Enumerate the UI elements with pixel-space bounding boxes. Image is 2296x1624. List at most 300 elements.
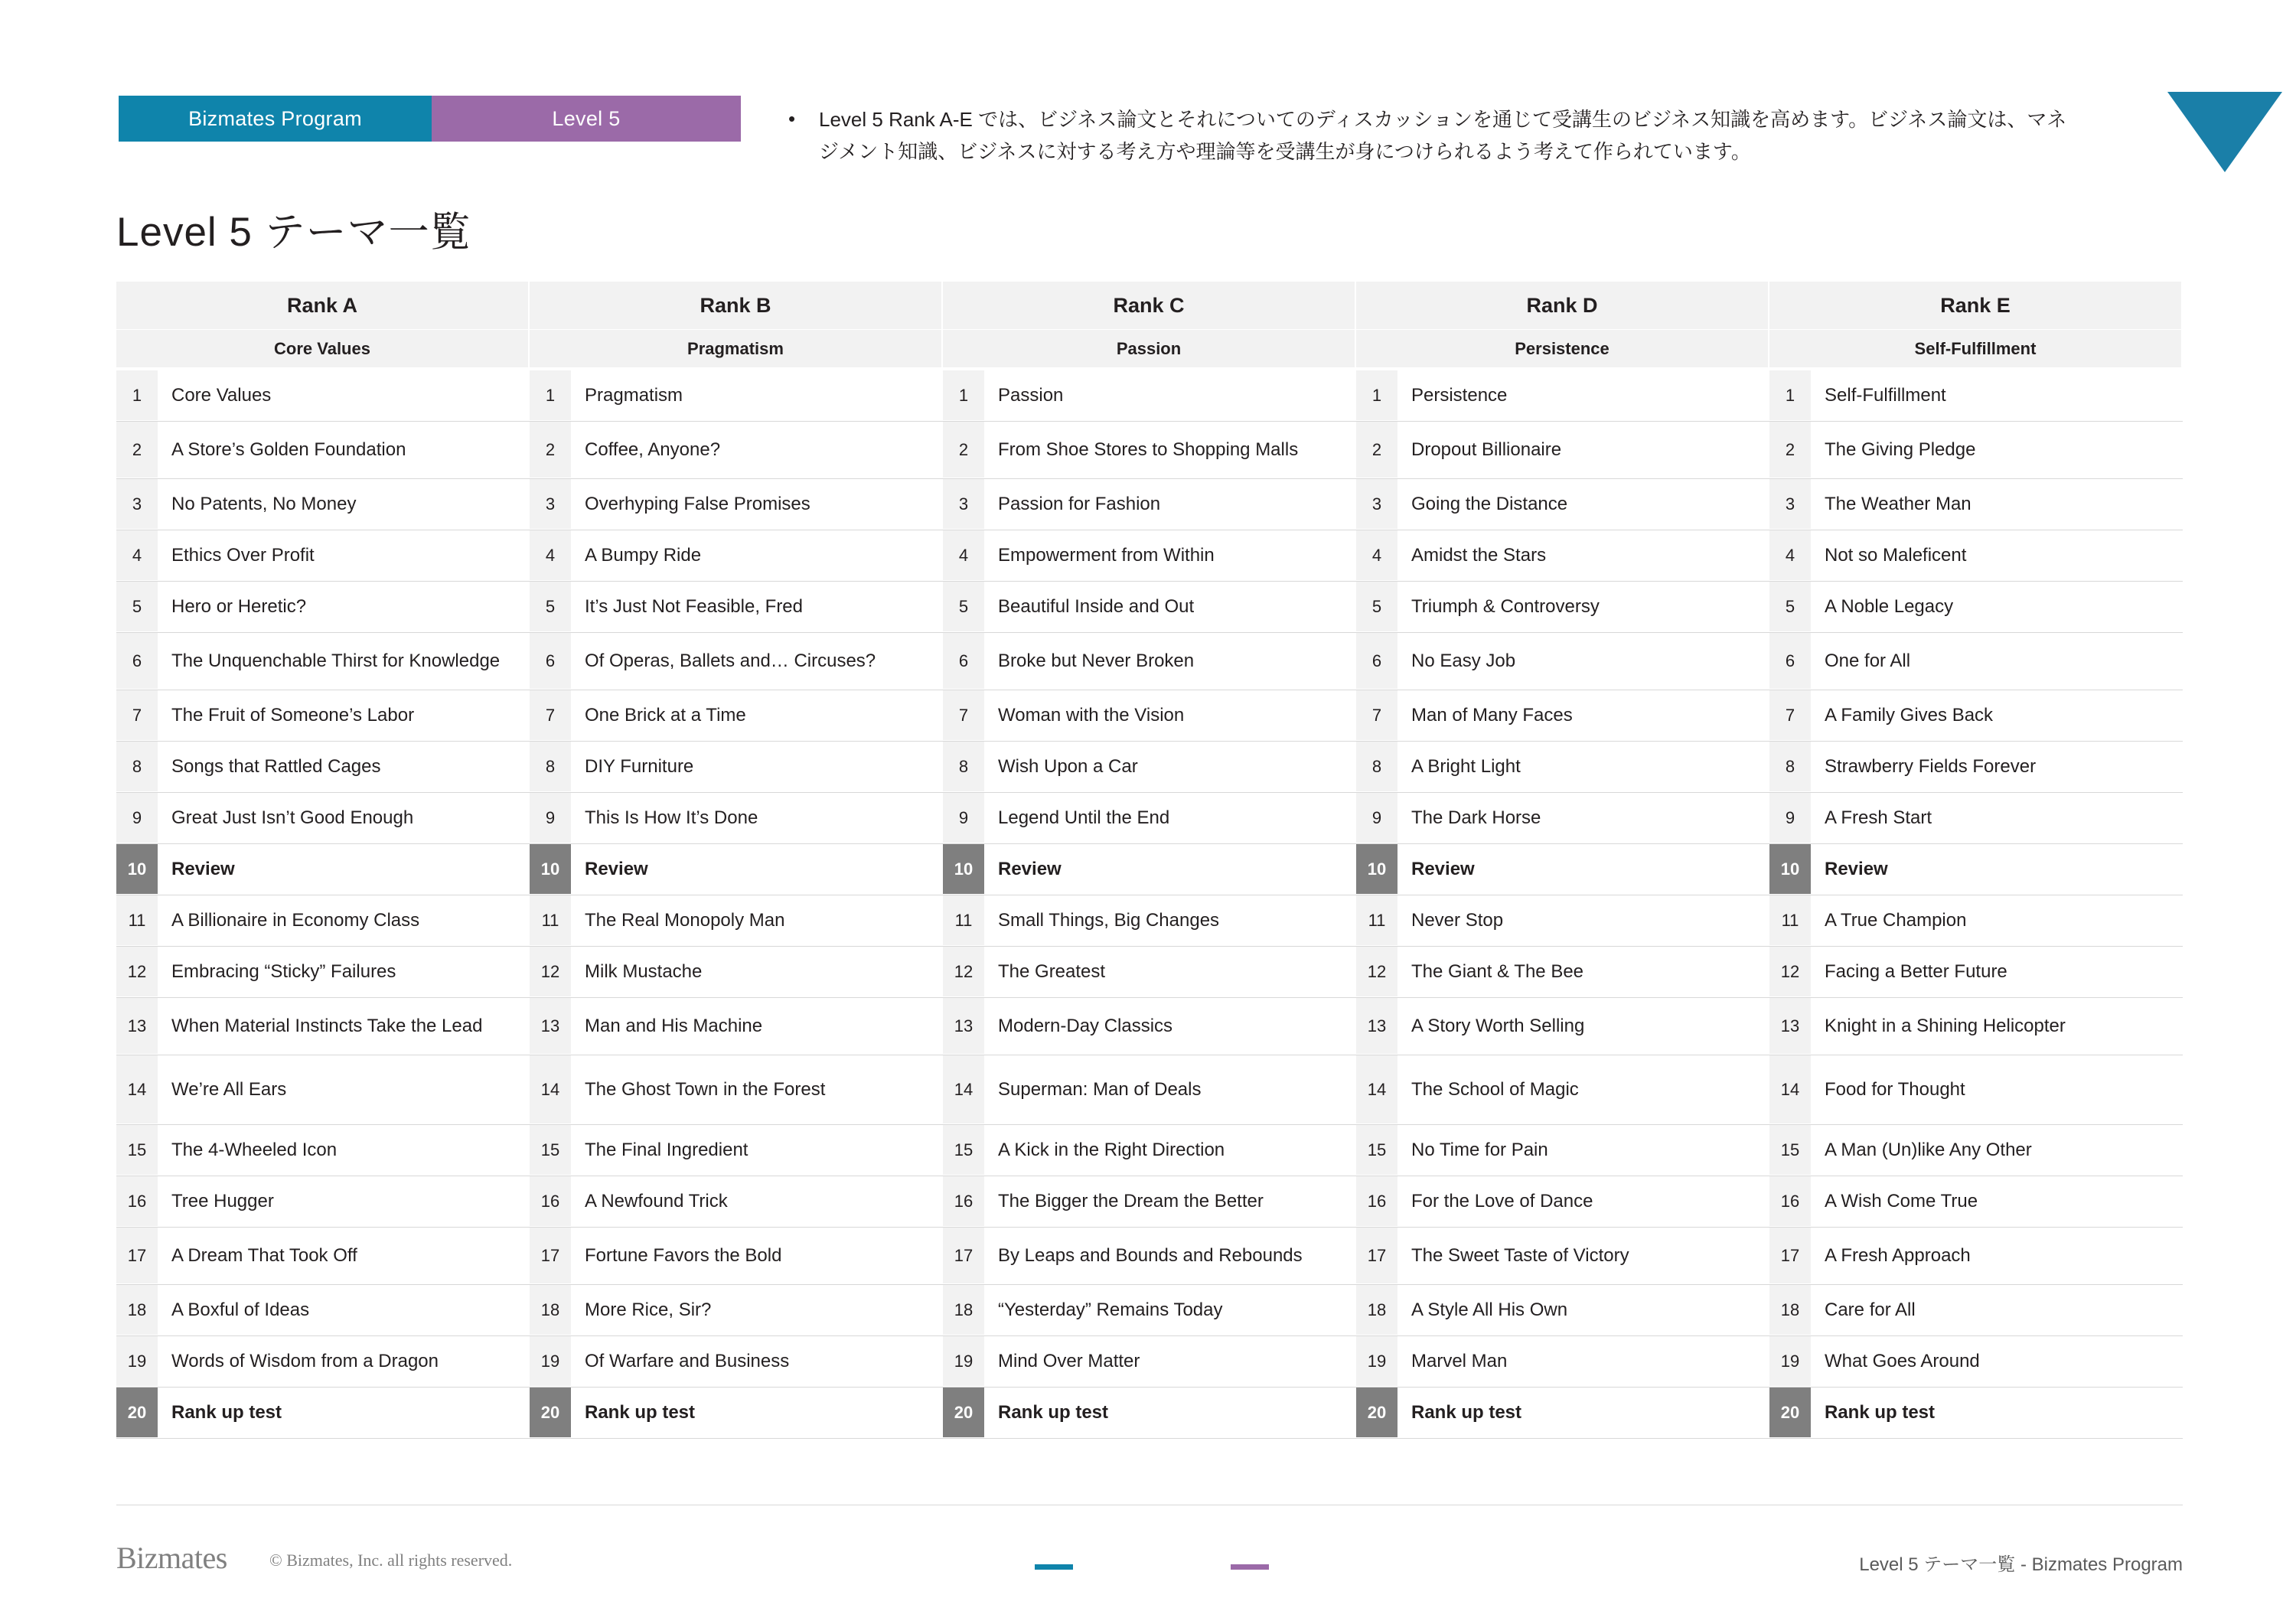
row-number: 2 [943,422,984,478]
row-number: 15 [943,1125,984,1176]
column-theme-rank-b: Pragmatism [530,329,943,367]
table-row[interactable] [943,947,1356,998]
table-row[interactable] [943,1285,1356,1336]
row-label: A Family Gives Back [1825,704,1994,726]
row-label: Hero or Heretic? [171,595,307,617]
row-number: 12 [1769,947,1811,997]
column-header-rank-a: Rank A [116,282,530,329]
row-label: Small Things, Big Changes [998,909,1220,931]
row-number: 1 [1356,370,1397,421]
row-number: 20 [943,1388,984,1438]
row-label: Passion for Fashion [998,493,1161,514]
table-row[interactable] [1769,1285,2183,1336]
table-row[interactable] [943,422,1356,479]
table-row[interactable] [1356,947,1769,998]
table-row[interactable] [1769,1336,2183,1388]
table-row[interactable] [116,633,530,690]
row-label: What Goes Around [1825,1350,1980,1371]
table-row[interactable] [530,895,943,947]
column-header-rank-e: Rank E [1769,282,2183,329]
column-header-rank-c: Rank C [943,282,1356,329]
row-number: 15 [1769,1125,1811,1176]
row-number: 10 [1769,844,1811,895]
table-row[interactable] [1356,1055,1769,1125]
row-number: 2 [530,422,571,478]
row-label: Wish Upon a Car [998,755,1138,777]
table-row[interactable] [1769,793,2183,844]
row-label: A Dream That Took Off [171,1244,357,1266]
row-label: The Bigger the Dream the Better [998,1190,1264,1211]
row-label: Rank up test [171,1401,282,1423]
row-label: A True Champion [1825,909,1967,931]
row-label: Rank up test [1825,1401,1936,1423]
row-label: Review [585,858,648,879]
row-number: 8 [943,742,984,792]
row-number: 8 [530,742,571,792]
table-row[interactable] [1356,370,1769,422]
column-rank-b [530,282,943,1439]
row-label: Care for All [1825,1299,1916,1320]
table-row[interactable] [530,479,943,530]
table-row[interactable] [116,479,530,530]
column-rank-c [943,282,1356,1439]
row-label: Of Operas, Ballets and… Circuses? [585,650,876,671]
row-label: The Greatest [998,960,1106,982]
table-row[interactable] [943,742,1356,793]
table-row[interactable] [943,1336,1356,1388]
table-row[interactable] [1356,582,1769,633]
table-row[interactable] [116,793,530,844]
table-row[interactable] [530,582,943,633]
table-row[interactable] [943,582,1356,633]
table-row[interactable] [943,1055,1356,1125]
bullet-icon: • [788,107,796,130]
table-row[interactable] [1356,1285,1769,1336]
row-label: The Dark Horse [1411,807,1541,828]
row-label: A Kick in the Right Direction [998,1139,1225,1160]
row-number: 6 [1769,633,1811,690]
table-row-rank-up-test[interactable] [116,1388,530,1439]
row-label: Rank up test [1411,1401,1522,1423]
row-number: 18 [943,1285,984,1335]
row-label: A Man (Un)like Any Other [1825,1139,2032,1160]
row-label: Broke but Never Broken [998,650,1195,671]
table-row[interactable] [1769,1125,2183,1176]
row-number: 10 [530,844,571,895]
table-row[interactable] [1769,895,2183,947]
row-number: 8 [116,742,158,792]
row-number: 6 [943,633,984,690]
row-label: Not so Maleficent [1825,544,1967,566]
row-number: 17 [116,1228,158,1284]
table-row[interactable] [530,1228,943,1285]
row-number: 14 [1356,1055,1397,1124]
corner-triangle-decoration [2167,0,2282,172]
row-number: 17 [943,1228,984,1284]
table-row[interactable] [1356,690,1769,742]
row-label: Superman: Man of Deals [998,1078,1202,1100]
table-row[interactable] [943,1125,1356,1176]
row-label: Ethics Over Profit [171,544,315,566]
header-tabs [119,96,741,142]
table-row[interactable] [1769,1055,2183,1125]
table-row-review[interactable] [943,844,1356,895]
table-row[interactable] [116,947,530,998]
row-label: The Real Monopoly Man [585,909,785,931]
row-label: A Wish Come True [1825,1190,1978,1211]
row-label: The Sweet Taste of Victory [1411,1244,1629,1266]
table-row[interactable] [1356,1228,1769,1285]
row-label: Amidst the Stars [1411,544,1547,566]
row-label: Fortune Favors the Bold [585,1244,782,1266]
table-row-rank-up-test[interactable] [1356,1388,1769,1439]
row-label: Review [1825,858,1888,879]
table-row[interactable] [530,742,943,793]
column-rank-a [116,282,530,1439]
table-row[interactable] [530,1125,943,1176]
table-row-rank-up-test[interactable] [943,1388,1356,1439]
row-label: Coffee, Anyone? [585,439,721,460]
row-label: A Newfound Trick [585,1190,728,1211]
row-number: 6 [530,633,571,690]
table-row[interactable] [1356,895,1769,947]
row-label: A Billionaire in Economy Class [171,909,420,931]
row-number: 9 [1356,793,1397,843]
table-row[interactable] [1769,947,2183,998]
table-row[interactable] [116,1176,530,1228]
row-label: One for All [1825,650,1911,671]
table-row[interactable] [1356,1125,1769,1176]
row-label: Core Values [171,384,272,406]
table-row[interactable] [116,895,530,947]
row-number: 3 [116,479,158,530]
table-row[interactable] [1769,742,2183,793]
table-row-rank-up-test[interactable] [1769,1388,2183,1439]
row-label: Embracing “Sticky” Failures [171,960,396,982]
row-label: Knight in a Shining Helicopter [1825,1015,2066,1036]
row-label: For the Love of Dance [1411,1190,1593,1211]
row-number: 7 [1356,690,1397,741]
table-row[interactable] [530,370,943,422]
row-label: When Material Instincts Take the Lead [171,1015,483,1036]
row-number: 7 [530,690,571,741]
row-label: Beautiful Inside and Out [998,595,1195,617]
table-row[interactable] [943,895,1356,947]
table-row[interactable] [530,422,943,479]
table-row[interactable] [530,947,943,998]
table-row[interactable] [116,1055,530,1125]
row-number: 18 [530,1285,571,1335]
row-number: 17 [1769,1228,1811,1284]
row-label: We’re All Ears [171,1078,287,1100]
row-label: By Leaps and Bounds and Rebounds [998,1244,1303,1266]
table-row[interactable] [1356,422,1769,479]
row-number: 20 [116,1388,158,1438]
column-theme-rank-e: Self-Fulfillment [1769,329,2183,367]
row-number: 16 [1769,1176,1811,1227]
row-label: The Unquenchable Thirst for Knowledge [171,650,501,671]
row-number: 7 [116,690,158,741]
table-row[interactable] [1769,582,2183,633]
row-label: Review [1411,858,1475,879]
table-row[interactable] [1356,1176,1769,1228]
row-label: The School of Magic [1411,1078,1579,1100]
row-label: Words of Wisdom from a Dragon [171,1350,439,1371]
row-number: 12 [1356,947,1397,997]
table-row[interactable] [530,633,943,690]
table-row[interactable] [530,1336,943,1388]
row-number: 5 [1769,582,1811,632]
row-number: 1 [1769,370,1811,421]
row-number: 11 [1356,895,1397,946]
table-row-rank-up-test[interactable] [530,1388,943,1439]
table-row[interactable] [1356,479,1769,530]
row-label: A Boxful of Ideas [171,1299,310,1320]
table-row[interactable] [943,1176,1356,1228]
table-row[interactable] [530,1285,943,1336]
row-number: 18 [1769,1285,1811,1335]
table-row-review[interactable] [1769,844,2183,895]
row-number: 4 [1769,530,1811,581]
row-label: A Noble Legacy [1825,595,1954,617]
table-row[interactable] [530,530,943,582]
row-label: A Fresh Approach [1825,1244,1971,1266]
row-label: Review [171,858,235,879]
table-row[interactable] [943,690,1356,742]
table-row[interactable] [1769,530,2183,582]
row-label: Of Warfare and Business [585,1350,790,1371]
row-number: 12 [530,947,571,997]
row-label: A Story Worth Selling [1411,1015,1585,1036]
row-number: 17 [530,1228,571,1284]
row-number: 20 [1769,1388,1811,1438]
row-number: 14 [116,1055,158,1124]
table-row[interactable] [116,1285,530,1336]
row-number: 3 [530,479,571,530]
table-row[interactable] [1769,422,2183,479]
row-label: Great Just Isn’t Good Enough [171,807,414,828]
table-row[interactable] [1769,479,2183,530]
row-number: 13 [1769,998,1811,1055]
row-number: 14 [943,1055,984,1124]
row-label: A Style All His Own [1411,1299,1568,1320]
row-number: 10 [943,844,984,895]
row-label: It’s Just Not Feasible, Fred [585,595,803,617]
row-label: Milk Mustache [585,960,703,982]
row-label: Self-Fulfillment [1825,384,1946,406]
row-number: 6 [116,633,158,690]
row-number: 15 [1356,1125,1397,1176]
row-number: 9 [1769,793,1811,843]
table-row[interactable] [530,690,943,742]
row-label: Modern-Day Classics [998,1015,1173,1036]
table-row[interactable] [116,1228,530,1285]
row-label: A Fresh Start [1825,807,1932,828]
row-number: 15 [530,1125,571,1176]
row-label: A Bumpy Ride [585,544,702,566]
row-number: 3 [943,479,984,530]
intro-text: Level 5 Rank A-E では、ビジネス論文とそれについてのディスカッションを通じて受講生のビジネス知識を高めます。ビジネス論文は、マネジメント知識、ビジネスに対する考え方や理論等を受講生が身につけられるよう考えて作られています。 [819,108,2067,164]
row-label: Going the Distance [1411,493,1568,514]
row-number: 14 [1769,1055,1811,1124]
row-label: Triumph & Controversy [1411,595,1600,617]
table-row[interactable] [1769,998,2183,1055]
table-row[interactable] [116,422,530,479]
footer-page-label: Level 5 テーマ一覧 - Bizmates Program [1859,1554,2183,1575]
row-number: 5 [943,582,984,632]
row-number: 20 [1356,1388,1397,1438]
row-label: Rank up test [585,1401,696,1423]
table-row[interactable] [1356,742,1769,793]
row-label: From Shoe Stores to Shopping Malls [998,439,1299,460]
row-label: The Fruit of Someone’s Labor [171,704,415,726]
row-number: 2 [116,422,158,478]
table-row-review[interactable] [530,844,943,895]
table-row[interactable] [943,633,1356,690]
table-row[interactable] [116,998,530,1055]
table-row[interactable] [116,742,530,793]
row-number: 4 [530,530,571,581]
row-number: 16 [530,1176,571,1227]
row-number: 16 [116,1176,158,1227]
row-number: 7 [1769,690,1811,741]
column-theme-rank-a: Core Values [116,329,530,367]
row-number: 9 [530,793,571,843]
table-row-review[interactable] [1356,844,1769,895]
row-label: Empowerment from Within [998,544,1215,566]
row-number: 13 [943,998,984,1055]
row-number: 8 [1356,742,1397,792]
row-number: 18 [116,1285,158,1335]
row-number: 19 [1769,1336,1811,1387]
tab-level-5[interactable]: Level 5 [432,96,741,142]
table-row[interactable] [116,582,530,633]
column-header-rank-d: Rank D [1356,282,1769,329]
row-number: 1 [943,370,984,421]
column-header-rank-b: Rank B [530,282,943,329]
row-number: 5 [1356,582,1397,632]
table-row[interactable] [116,530,530,582]
row-number: 4 [1356,530,1397,581]
row-label: The Giant & The Bee [1411,960,1584,982]
row-label: Man and His Machine [585,1015,763,1036]
row-number: 13 [1356,998,1397,1055]
table-row[interactable] [1769,370,2183,422]
footer-accent-blue-icon [1035,1564,1073,1570]
row-number: 17 [1356,1228,1397,1284]
bizmates-logo: Bizmates [116,1541,227,1575]
table-row[interactable] [530,998,943,1055]
table-row[interactable] [116,690,530,742]
table-row[interactable] [1769,690,2183,742]
row-label: Man of Many Faces [1411,704,1573,726]
row-number: 8 [1769,742,1811,792]
row-label: The Ghost Town in the Forest [585,1078,826,1100]
row-number: 4 [943,530,984,581]
row-label: Persistence [1411,384,1508,406]
row-label: Songs that Rattled Cages [171,755,381,777]
row-label: Marvel Man [1411,1350,1508,1371]
intro-block [788,103,2082,168]
table-row[interactable] [1356,633,1769,690]
row-number: 5 [530,582,571,632]
row-label: Dropout Billionaire [1411,439,1562,460]
row-number: 13 [530,998,571,1055]
row-number: 11 [530,895,571,946]
row-number: 11 [1769,895,1811,946]
column-theme-rank-d: Persistence [1356,329,1769,367]
row-label: Never Stop [1411,909,1504,931]
column-rank-e [1769,282,2183,1439]
table-row[interactable] [1769,633,2183,690]
row-number: 5 [116,582,158,632]
table-row-review[interactable] [116,844,530,895]
table-row[interactable] [1356,998,1769,1055]
row-number: 3 [1356,479,1397,530]
table-row[interactable] [943,370,1356,422]
row-number: 14 [530,1055,571,1124]
table-row[interactable] [943,1228,1356,1285]
table-row[interactable] [943,998,1356,1055]
row-label: The 4-Wheeled Icon [171,1139,338,1160]
row-number: 20 [530,1388,571,1438]
table-row[interactable] [943,793,1356,844]
row-number: 10 [116,844,158,895]
row-label: Facing a Better Future [1825,960,2007,982]
table-row[interactable] [530,1055,943,1125]
row-number: 12 [943,947,984,997]
row-label: No Patents, No Money [171,493,357,514]
row-number: 19 [530,1336,571,1387]
row-number: 13 [116,998,158,1055]
row-number: 1 [530,370,571,421]
table-row[interactable] [943,530,1356,582]
row-label: Passion [998,384,1064,406]
table-row[interactable] [116,370,530,422]
row-number: 12 [116,947,158,997]
table-row[interactable] [530,793,943,844]
table-row[interactable] [1356,793,1769,844]
row-number: 6 [1356,633,1397,690]
table-row[interactable] [116,1125,530,1176]
table-row[interactable] [943,479,1356,530]
table-row[interactable] [530,1176,943,1228]
table-row[interactable] [1769,1176,2183,1228]
themes-table [116,282,2183,1439]
copyright-text: © Bizmates, Inc. all rights reserved. [269,1551,513,1570]
footer-accent-purple-icon [1231,1564,1269,1570]
row-label: Strawberry Fields Forever [1825,755,2037,777]
table-row[interactable] [1356,530,1769,582]
row-label: Rank up test [998,1401,1109,1423]
table-columns [116,282,2183,1439]
table-row[interactable] [1356,1336,1769,1388]
row-number: 9 [116,793,158,843]
row-label: A Bright Light [1411,755,1521,777]
column-rank-d [1356,282,1769,1439]
tab-bizmates-program[interactable]: Bizmates Program [119,96,432,142]
row-number: 19 [116,1336,158,1387]
column-theme-rank-c: Passion [943,329,1356,367]
row-label: The Giving Pledge [1825,439,1976,460]
row-label: The Final Ingredient [585,1139,748,1160]
row-label: Pragmatism [585,384,683,406]
table-row[interactable] [1769,1228,2183,1285]
table-row[interactable] [116,1336,530,1388]
row-label: Legend Until the End [998,807,1170,828]
row-label: A Store’s Golden Foundation [171,439,406,460]
row-number: 4 [116,530,158,581]
